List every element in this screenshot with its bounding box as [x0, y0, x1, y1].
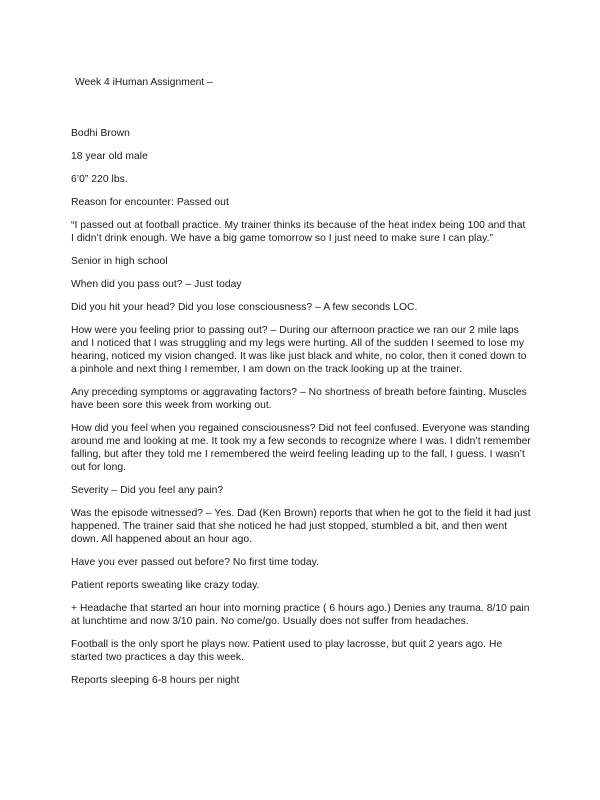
- question-before: Have you ever passed out before? No first time today.: [71, 557, 319, 568]
- question-regained: How did you feel when you regained consciousness? Did not feel confused. Everyone was standing around me and looking at me. It took my a few seconds to recognize where I was. I didn’t remember falling, but after they told me I remembered the weird feeling leading up to the fall, I guess. I wasn’t out for long.: [71, 423, 531, 473]
- patient-quote: “I passed out at football practice. My trainer thinks its because of the heat index being 100 and that I didn’t drink enough. We have a big game tomorrow so I just need to make sure I can play.”: [71, 220, 526, 244]
- headache-note: + Headache that started an hour into morning practice ( 6 hours ago.) Denies any trauma. 8/10 pain at lunchtime and now 3/10 pain. No come/go. Usually does not suffer from headaches.: [71, 603, 530, 627]
- sweating-note: Patient reports sweating like crazy today.: [71, 580, 260, 591]
- height-weight: 6’0” 220 lbs.: [71, 174, 128, 185]
- patient-name: Bodhi Brown: [71, 128, 130, 139]
- question-preceding: Any preceding symptoms or aggravating factors? – No shortness of breath before fainting. Muscles have been sore this week from working out.: [71, 387, 527, 411]
- question-when: When did you pass out? – Just today: [71, 279, 242, 290]
- document-page: [71, 76, 531, 697]
- encounter-reason: Reason for encounter: Passed out: [71, 197, 229, 208]
- question-head: Did you hit your head? Did you lose consciousness? – A few seconds LOC.: [71, 302, 418, 313]
- age-sex: 18 year old male: [71, 151, 148, 162]
- sports-note: Football is the only sport he plays now. Patient used to play lacrosse, but quit 2 years ago. He started two practices a day this week.: [71, 639, 503, 663]
- question-severity: Severity – Did you feel any pain?: [71, 485, 224, 496]
- question-feeling: How were you feeling prior to passing out? – During our afternoon practice we ran our 2 mile laps and I noticed that I was struggling and my legs were hurting. All of the sudden I seemed to lose my hearing, noticed my vision changed. It was like just black and white, no color, then it coned down to a pinhole and next thing I remember, I am down on the track looking up at the trainer.: [71, 325, 527, 375]
- school-status: Senior in high school: [71, 256, 168, 267]
- document-title: Week 4 iHuman Assignment –: [75, 77, 213, 88]
- sleep-note: Reports sleeping 6-8 hours per night: [71, 675, 240, 686]
- question-witnessed: Was the episode witnessed? – Yes. Dad (Ken Brown) reports that when he got to the field it had just happened. The trainer said that she noticed he had just stopped, stumbled a bit, and then went down. All happened about an hour ago.: [71, 508, 531, 545]
